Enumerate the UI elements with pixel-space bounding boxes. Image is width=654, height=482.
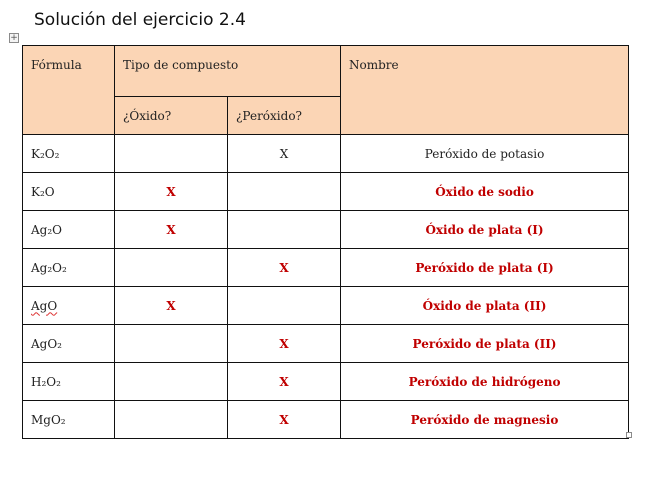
table-row [23, 325, 629, 363]
peroxido-cell-text: X [279, 146, 289, 161]
table-move-handle-icon[interactable]: + [10, 33, 18, 43]
peroxido-cell-text: X [279, 260, 289, 275]
formula-cell [23, 249, 115, 287]
formula-cell-text: MgO₂ [31, 412, 66, 427]
header-formula: Fórmula [23, 46, 115, 135]
table-row [23, 287, 629, 325]
peroxido-cell [228, 401, 341, 439]
nombre-cell [341, 173, 629, 211]
header-tipo: Tipo de compuesto [115, 46, 341, 97]
formula-cell-text: Ag₂O₂ [31, 260, 67, 275]
nombre-cell-text: Peróxido de plata (I) [415, 260, 554, 275]
peroxido-cell [228, 325, 341, 363]
nombre-cell [341, 363, 629, 401]
oxido-cell-text: X [166, 298, 176, 313]
table-row [23, 135, 629, 173]
oxido-cell [115, 401, 228, 439]
peroxido-cell-text: X [279, 374, 289, 389]
document-title: Solución del ejercicio 2.4 [34, 10, 246, 30]
nombre-cell-text: Peróxido de plata (II) [412, 336, 557, 351]
peroxido-cell [228, 173, 341, 211]
formula-cell-text: AgO₂ [31, 336, 62, 351]
nombre-cell-text: Óxido de sodio [435, 184, 534, 199]
nombre-cell [341, 135, 629, 173]
oxido-cell-text: X [166, 222, 176, 237]
peroxido-cell [228, 287, 341, 325]
header-peroxido: ¿Peróxido? [228, 97, 341, 135]
oxido-cell [115, 211, 228, 249]
formula-cell [23, 211, 115, 249]
peroxido-cell [228, 249, 341, 287]
formula-cell [23, 325, 115, 363]
oxido-cell [115, 287, 228, 325]
nombre-cell [341, 401, 629, 439]
header-oxido: ¿Óxido? [115, 97, 228, 135]
header-row [23, 46, 629, 97]
nombre-cell [341, 211, 629, 249]
nombre-cell-text: Óxido de plata (I) [425, 222, 544, 237]
peroxido-cell [228, 363, 341, 401]
peroxido-cell-text: X [279, 412, 289, 427]
table-row [23, 173, 629, 211]
formula-cell [23, 401, 115, 439]
peroxido-cell-text: X [279, 336, 289, 351]
formula-cell-text: K₂O [31, 184, 55, 199]
oxido-cell [115, 363, 228, 401]
nombre-cell [341, 287, 629, 325]
oxido-cell [115, 325, 228, 363]
peroxido-cell [228, 135, 341, 173]
oxido-cell [115, 135, 228, 173]
formula-cell [23, 135, 115, 173]
compounds-table [22, 45, 629, 439]
nombre-cell [341, 325, 629, 363]
oxido-cell [115, 249, 228, 287]
table-resize-handle[interactable] [626, 432, 632, 438]
formula-cell-text: AgO [31, 298, 58, 313]
table-row [23, 211, 629, 249]
oxido-cell-text: X [166, 184, 176, 199]
table-row [23, 249, 629, 287]
formula-cell-text: Ag₂O [31, 222, 62, 237]
peroxido-cell [228, 211, 341, 249]
nombre-cell-text: Peróxido de magnesio [410, 412, 559, 427]
formula-cell [23, 363, 115, 401]
nombre-cell [341, 249, 629, 287]
nombre-cell-text: Peróxido de hidrógeno [408, 374, 561, 389]
oxido-cell [115, 173, 228, 211]
nombre-cell-text: Peróxido de potasio [424, 146, 545, 161]
table-row [23, 401, 629, 439]
formula-cell [23, 173, 115, 211]
header-nombre: Nombre [341, 46, 629, 135]
nombre-cell-text: Óxido de plata (II) [422, 298, 547, 313]
formula-cell [23, 287, 115, 325]
table-row [23, 363, 629, 401]
formula-cell-text: K₂O₂ [31, 146, 60, 161]
formula-cell-text: H₂O₂ [31, 374, 61, 389]
